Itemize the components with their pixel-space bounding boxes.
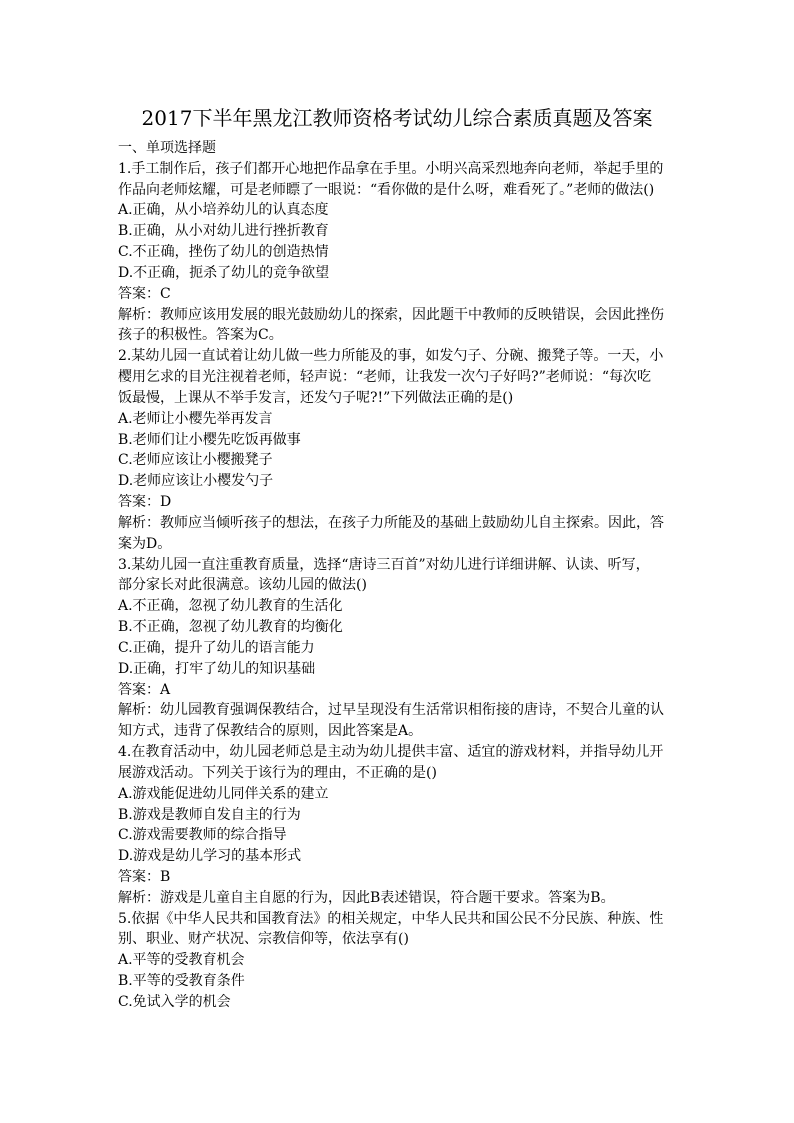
- question-2: [118, 346, 688, 554]
- answer-option: D.老师应该让小樱发勺子: [118, 473, 274, 490]
- answer-option: B.正确，从小对幼儿进行挫折教育: [118, 223, 329, 240]
- answer-option: C.免试入学的机会: [118, 993, 231, 1010]
- analysis-line: 孩子的积极性。答案为C。: [118, 327, 283, 344]
- answer-option: A.正确，从小培养幼儿的认真态度: [118, 202, 329, 219]
- question-list: [118, 159, 688, 1013]
- answer-option: C.正确，提升了幼儿的语言能力: [118, 639, 315, 656]
- question-stem-line: 5.依据《中华人民共和国教育法》的相关规定，中华人民共和国公民不分民族、种族、性: [118, 910, 664, 927]
- answer-option: B.不正确，忽视了幼儿教育的均衡化: [118, 619, 343, 636]
- answer-key: 答案：A: [118, 681, 171, 698]
- analysis-line: 解析：幼儿园教育强调保教结合，过早呈现没有生活常识相衔接的唐诗，不契合儿童的认: [118, 702, 664, 719]
- answer-option: A.平等的受教育机会: [118, 952, 245, 969]
- analysis-line: 案为D。: [118, 535, 172, 552]
- answer-option: B.平等的受教育条件: [118, 973, 245, 990]
- answer-option: D.不正确，扼杀了幼儿的竞争欲望: [118, 264, 330, 281]
- answer-option: C.不正确，挫伤了幼儿的创造热情: [118, 244, 329, 261]
- document-title: 2017下半年黑龙江教师资格考试幼儿综合素质真题及答案: [141, 106, 653, 130]
- question-stem-line: 作品向老师炫耀，可是老师瞟了一眼说：“看你做的是什么呀，难看死了。”老师的做法(): [118, 181, 655, 198]
- answer-option: A.老师让小樱先举再发言: [118, 410, 273, 427]
- analysis-line: 知方式，违背了保教结合的原则，因此答案是A。: [118, 723, 423, 740]
- question-1: [118, 159, 688, 346]
- answer-option: D.游戏是幼儿学习的基本形式: [118, 848, 302, 865]
- answer-option: B.老师们让小樱先吃饭再做事: [118, 431, 301, 448]
- analysis-line: 解析：游戏是儿童自主自愿的行为，因此B表述错误，符合题干要求。答案为B。: [118, 889, 615, 906]
- question-stem-line: 3.某幼儿园一直注重教育质量，选择“唐诗三百首”对幼儿进行详细讲解、认读、听写，: [118, 556, 650, 573]
- answer-option: A.不正确，忽视了幼儿教育的生活化: [118, 598, 343, 615]
- analysis-line: 解析：教师应该用发展的眼光鼓励幼儿的探索，因此题干中教师的反映错误，会因此挫伤: [118, 306, 664, 323]
- answer-option: C.老师应该让小樱搬凳子: [118, 452, 273, 469]
- question-5: [118, 909, 688, 1013]
- question-stem-line: 4.在教育活动中，幼儿园老师总是主动为幼儿提供丰富、适宜的游戏材料，并指导幼儿开: [118, 744, 664, 761]
- answer-option: D.正确，打牢了幼儿的知识基础: [118, 660, 316, 677]
- question-stem-line: 2.某幼儿园一直试着让幼儿做一些力所能及的事，如发勺子、分碗、搬凳子等。一天，小: [118, 348, 664, 365]
- answer-option: A.游戏能促进幼儿同伴关系的建立: [118, 785, 329, 802]
- answer-option: B.游戏是教师自发自主的行为: [118, 806, 301, 823]
- answer-key: 答案：D: [118, 494, 172, 511]
- question-stem-line: 部分家长对此很满意。该幼儿园的做法(): [118, 577, 367, 594]
- question-stem-line: 1.手工制作后，孩子们都开心地把作品拿在手里。小明兴高采烈地奔向老师，举起手里的: [118, 160, 664, 177]
- answer-key: 答案：C: [118, 285, 171, 302]
- question-stem-line: 樱用乞求的目光注视着老师，轻声说：“老师，让我发一次勺子好吗?”老师说：“每次吃: [118, 369, 651, 386]
- question-stem-line: 展游戏活动。下列关于该行为的理由，不正确的是(): [118, 764, 437, 781]
- question-3: [118, 555, 688, 742]
- document-body: [118, 138, 688, 1013]
- question-stem-line: 饭最慢，上课从不举手发言，还发勺子呢?!”下列做法正确的是(): [118, 389, 514, 406]
- analysis-line: 解析：教师应当倾听孩子的想法，在孩子力所能及的基础上鼓励幼儿自主探索。因此，答: [118, 514, 664, 531]
- answer-option: C.游戏需要教师的综合指导: [118, 827, 287, 844]
- question-4: [118, 742, 688, 909]
- section-heading: 一、单项选择题: [118, 140, 216, 156]
- question-stem-line: 别、职业、财产状况、宗教信仰等，依法享有(): [118, 931, 409, 948]
- answer-key: 答案：B: [118, 868, 171, 885]
